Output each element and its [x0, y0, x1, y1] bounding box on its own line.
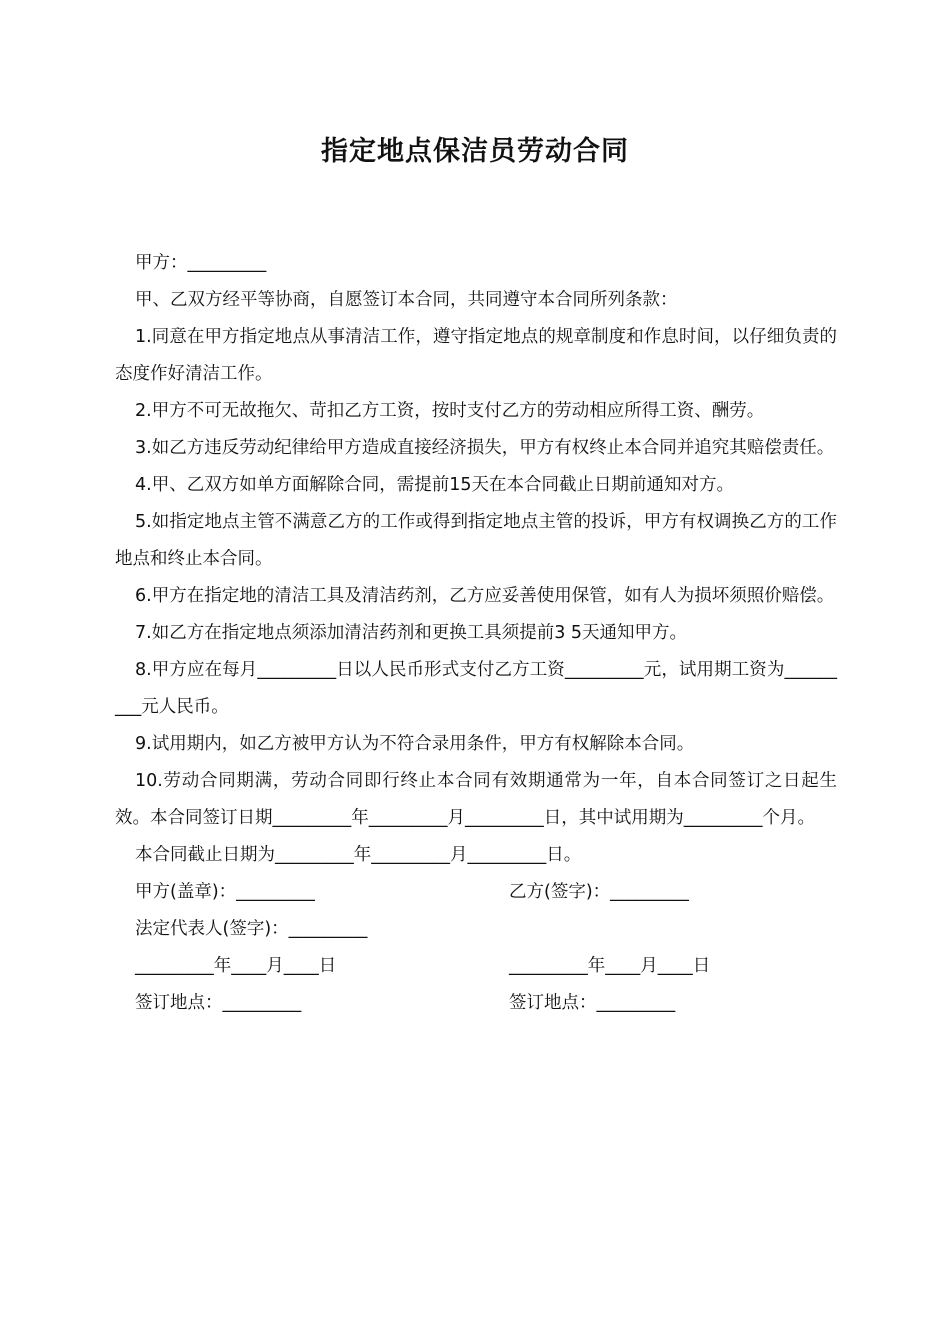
document-title: 指定地点保洁员劳动合同	[321, 136, 629, 167]
clause-7: 7.如乙方在指定地点须添加清洁药剂和更换工具须提前3 5天通知甲方。	[135, 623, 688, 643]
place-field-left: 签订地点：_________	[135, 993, 302, 1013]
clause-9: 9.试用期内，如乙方被甲方认为不符合录用条件，甲方有权解除本合同。	[135, 734, 695, 754]
signature-row-dates	[115, 948, 837, 985]
intro-paragraph: 甲、乙双方经平等协商，自愿签订本合同，共同遵守本合同所列条款：	[135, 290, 678, 310]
clause-8: 8.甲方应在每月_________日以人民币形式支付乙方工资_________元，试用期工资为_________元人民币。	[115, 660, 837, 717]
place-field-right: 签订地点：_________	[509, 993, 676, 1013]
legal-rep-field: 法定代表人(签字)：_________	[135, 919, 368, 939]
party-b-sign-field: 乙方(签字)：_________	[509, 882, 689, 902]
end-date-line: 本合同截止日期为_________年_________月_________日。	[135, 845, 582, 865]
clause-2: 2.甲方不可无故拖欠、苛扣乙方工资，按时支付乙方的劳动相应所得工资、酬劳。	[135, 401, 765, 421]
signature-row-legal-rep	[115, 911, 837, 948]
clause-10: 10.劳动合同期满，劳动合同即行终止本合同有效期通常为一年，自本合同签订之日起生效。本合同签订日期_________年_________月_________日，其中试用期为_________个月。	[115, 771, 837, 828]
signature-row-places	[115, 985, 837, 1022]
date-field-right: _________年____月____日	[509, 956, 711, 976]
clause-4: 4.甲、乙双方如单方面解除合同，需提前15天在本合同截止日期前通知对方。	[135, 475, 734, 495]
clause-6: 6.甲方在指定地的清洁工具及清洁药剂，乙方应妥善使用保管，如有人为损坏须照价赔偿。	[135, 586, 835, 606]
document-body	[115, 245, 837, 1022]
party-a-seal-field: 甲方(盖章)：_________	[135, 882, 315, 902]
date-field-left: _________年____月____日	[135, 956, 337, 976]
party-a-line: 甲方：_________	[135, 253, 267, 273]
signature-row-parties	[115, 874, 837, 911]
clause-1: 1.同意在甲方指定地点从事清洁工作，遵守指定地点的规章制度和作息时间，以仔细负责的态度作好清洁工作。	[115, 327, 837, 384]
clause-3: 3.如乙方违反劳动纪律给甲方造成直接经济损失，甲方有权终止本合同并追究其赔偿责任。	[135, 438, 835, 458]
clause-5: 5.如指定地点主管不满意乙方的工作或得到指定地点主管的投诉，甲方有权调换乙方的工作地点和终止本合同。	[115, 512, 837, 569]
